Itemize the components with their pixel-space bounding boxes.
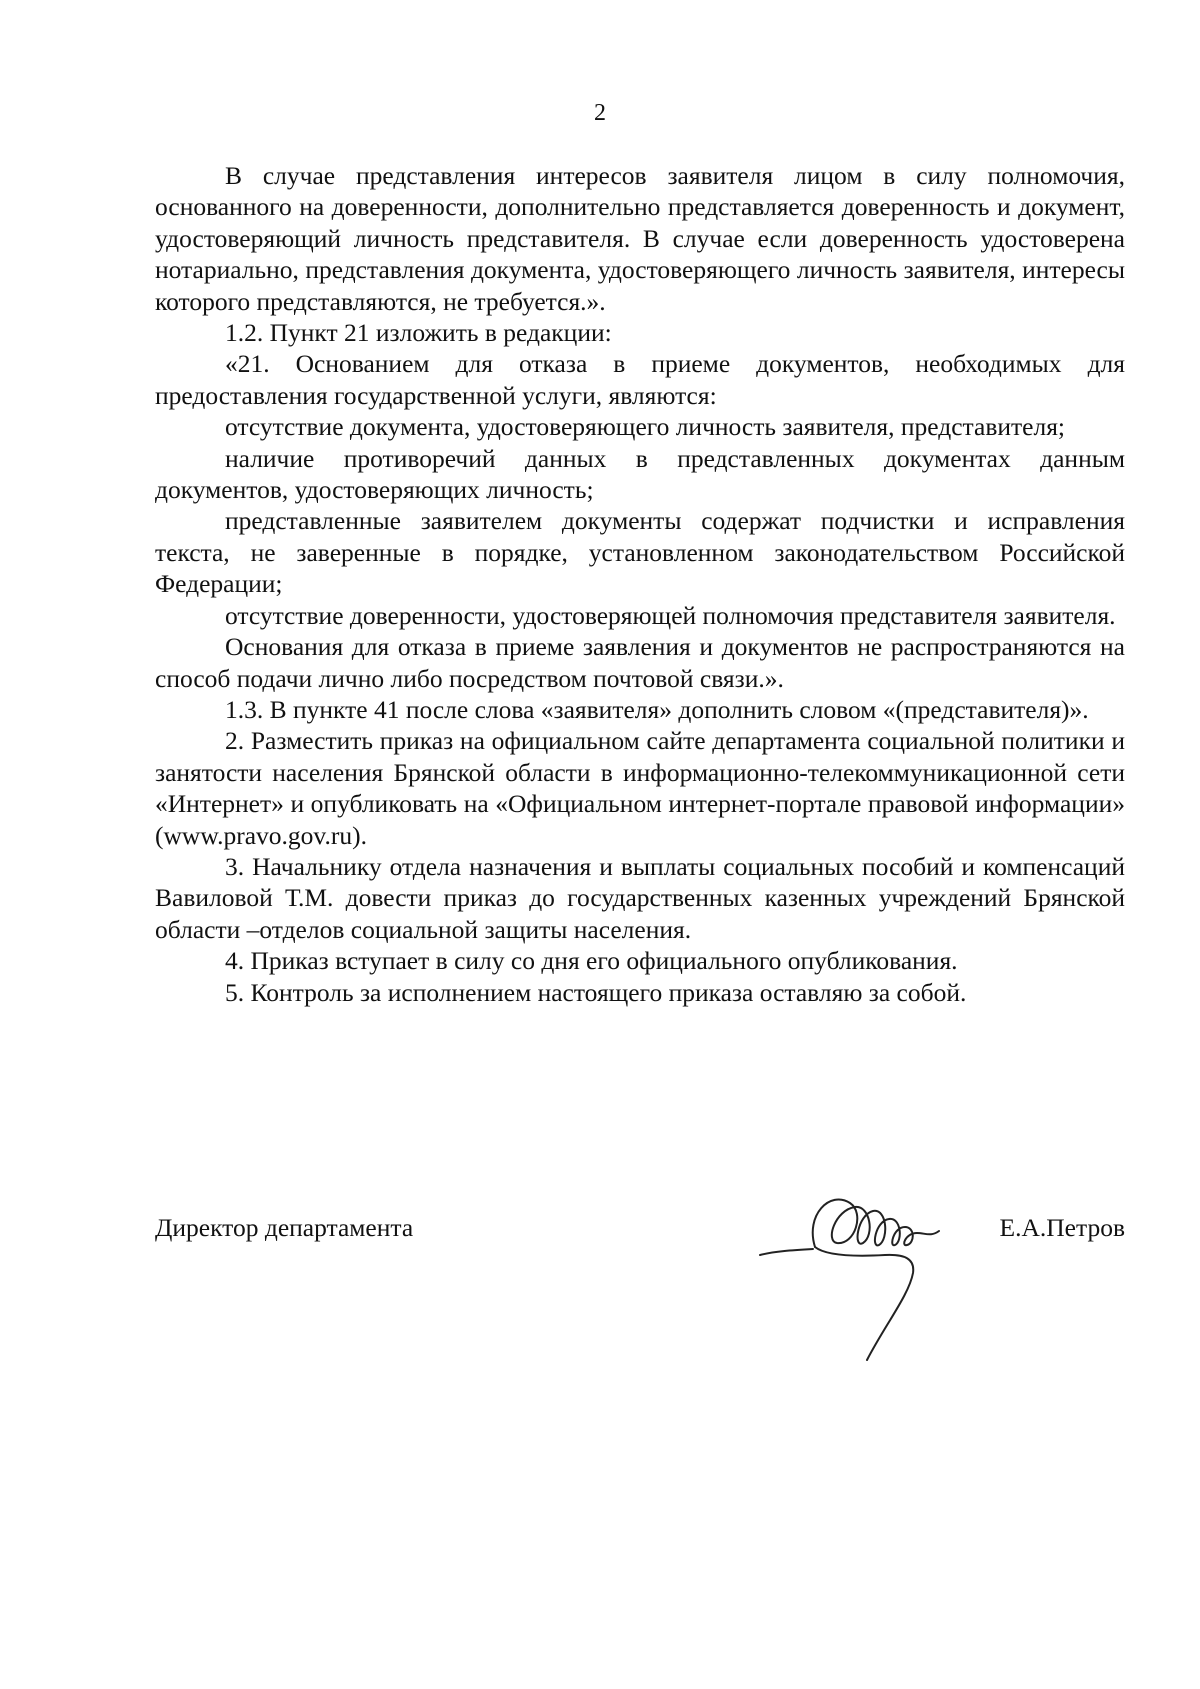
handwritten-signature-icon bbox=[755, 1155, 955, 1365]
paragraph-4-effective: 4. Приказ вступает в силу со дня его официального опубликования. bbox=[225, 946, 958, 976]
paragraph-no-power-of-attorney: отсутствие доверенности, удостоверяющей полномочия представителя заявителя. bbox=[225, 600, 1116, 630]
paragraph-data-contradictions: наличие противоречий данных в представленных документах данным документов, удостоверяющих личность; bbox=[155, 443, 1125, 505]
paragraph-3-notify: 3. Начальнику отдела назначения и выплаты социальных пособий и компенсаций Вавиловой Т.М. довести приказ до государственных казенных учреждений Брянской области –отделов социальной защиты населения. bbox=[155, 851, 1125, 944]
paragraph-no-id-document: отсутствие документа, удостоверяющего личность заявителя, представителя; bbox=[225, 412, 1066, 442]
paragraph-corrections: представленные заявителем документы содержат подчистки и исправления текста, не заверенные в порядке, установленном законодательством Российской Федерации; bbox=[155, 506, 1125, 599]
page-number: 2 bbox=[594, 100, 606, 126]
paragraph-representation: В случае представления интересов заявителя лицом в силу полномочия, основанного на доверенности, дополнительно представляется доверенность и документ, удостоверяющий личность представителя. В случае если доверенность удостоверена нотариально, представления документа, удостоверяющего личность заявителя, интересы которого представляются, не требуется.». bbox=[155, 161, 1125, 316]
signatory-title: Директор департамента bbox=[155, 1213, 414, 1242]
document-body bbox=[155, 160, 1125, 1008]
paragraph-grounds-scope: Основания для отказа в приеме заявления и документов не распространяются на способ подачи лично либо посредством почтовой связи.». bbox=[155, 632, 1125, 693]
signatory-name: Е.А.Петров bbox=[999, 1213, 1125, 1242]
paragraph-21-intro: «21. Основанием для отказа в приеме документов, необходимых для предоставления государственной услуги, являются: bbox=[155, 349, 1125, 410]
paragraph-1-2: 1.2. Пункт 21 изложить в редакции: bbox=[225, 318, 612, 348]
paragraph-5-control: 5. Контроль за исполнением настоящего приказа оставляю за собой. bbox=[225, 977, 967, 1007]
paragraph-2-publish: 2. Разместить приказ на официальном сайте департамента социальной политики и занятости населения Брянской области в информационно-телекоммуникационной сети «Интернет» и опубликовать на «Официальном интернет-портале правовой информации» (www.pravo.gov.ru). bbox=[155, 726, 1125, 850]
paragraph-1-3: 1.3. В пункте 41 после слова «заявителя» дополнить словом «(представителя)». bbox=[225, 694, 1089, 724]
